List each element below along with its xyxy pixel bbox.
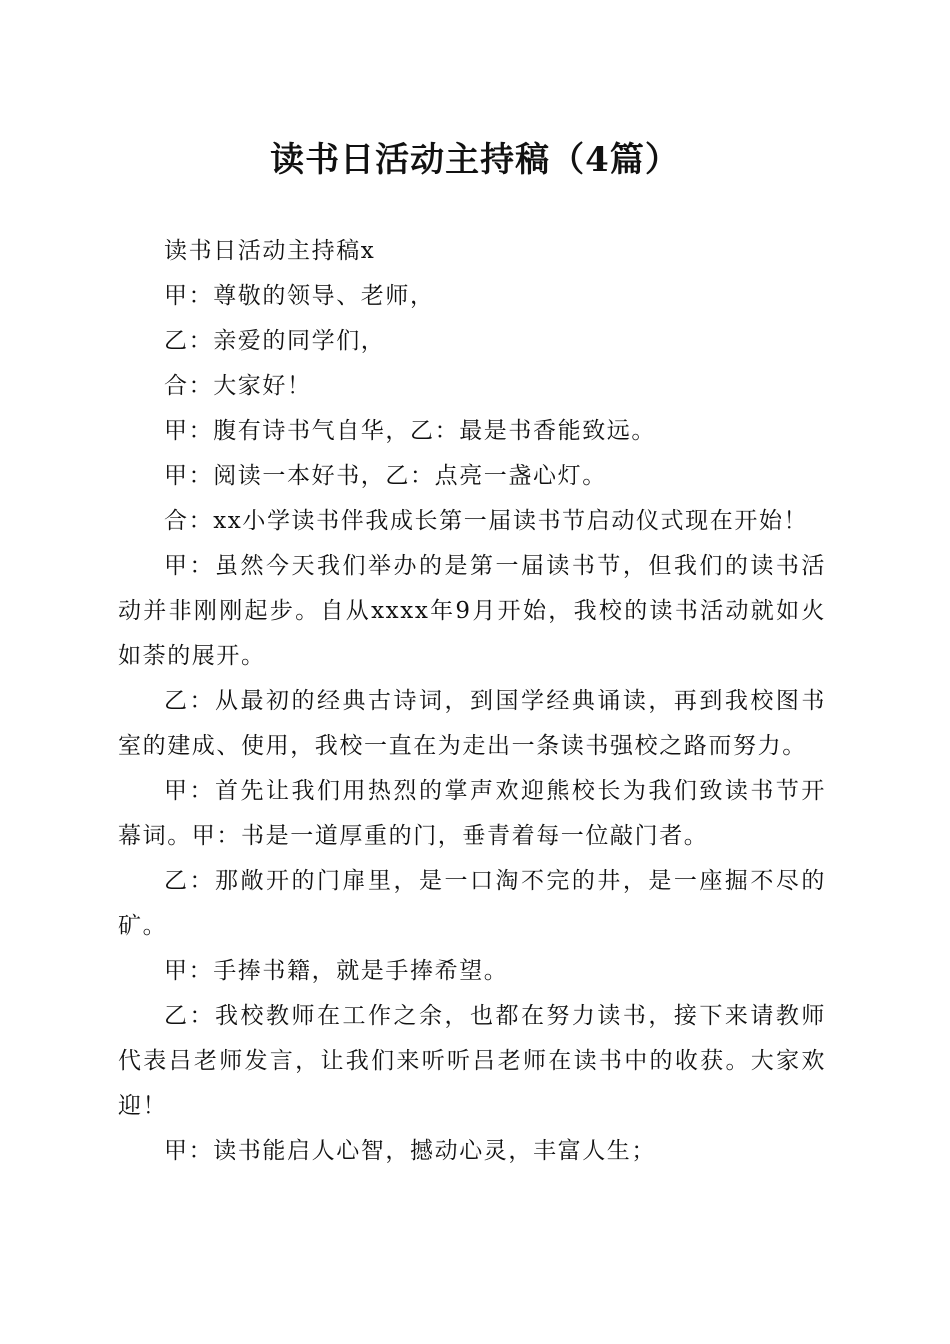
paragraph: 读书日活动主持稿x [164, 238, 376, 264]
paragraph: 乙：我校教师在工作之余，也都在努力读书，接下来请教师代表吕老师发言，让我们来听听吕老师在读书中的收获。大家欢迎！ [118, 1003, 826, 1119]
paragraph: 甲：虽然今天我们举办的是第一届读书节，但我们的读书活动并非刚刚起步。自从xxxx年9月开始，我校的读书活动就如火如荼的展开。 [118, 553, 826, 669]
paragraph: 甲：腹有诗书气自华，乙：最是书香能致远。 [164, 418, 656, 444]
paragraph: 甲：首先让我们用热烈的掌声欢迎熊校长为我们致读书节开幕词。甲：书是一道厚重的门，垂青着每一位敲门者。 [118, 778, 826, 849]
paragraph: 甲：读书能启人心智，撼动心灵，丰富人生； [164, 1138, 656, 1164]
paragraph: 甲：阅读一本好书，乙：点亮一盏心灯。 [164, 463, 607, 489]
document-body [118, 229, 826, 1174]
paragraph: 乙：那敞开的门扉里，是一口淘不完的井，是一座掘不尽的矿。 [118, 868, 826, 939]
paragraph: 甲：尊敬的领导、老师， [164, 283, 435, 309]
paragraph: 乙：亲爱的同学们， [164, 328, 386, 354]
paragraph: 合：xx小学读书伴我成长第一届读书节启动仪式现在开始！ [164, 508, 809, 534]
paragraph: 合：大家好！ [164, 373, 312, 399]
paragraph: 甲：手捧书籍，就是手捧希望。 [164, 958, 509, 984]
document-title: 读书日活动主持稿（4篇） [270, 140, 680, 180]
paragraph: 乙：从最初的经典古诗词，到国学经典诵读，再到我校图书室的建成、使用，我校一直在为走出一条读书强校之路而努力。 [118, 688, 826, 759]
